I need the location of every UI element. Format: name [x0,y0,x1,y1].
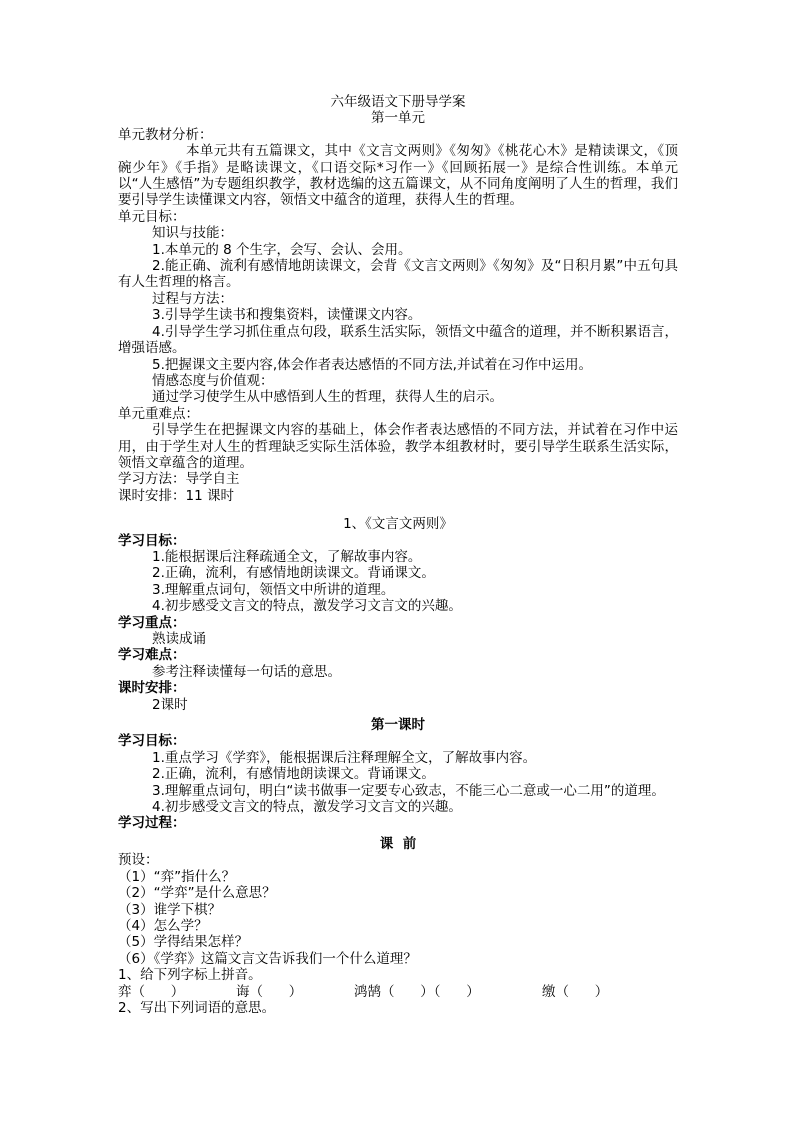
hard-body: 参考注释读懂每一句话的意思。 [152,663,341,680]
period-body: 2课时 [152,696,188,713]
preview-item: （4）怎么学？ [118,917,208,934]
p1-goal-item: 4.初步感受文言文的特点，激发学习文言文的兴趣。 [152,799,462,816]
hard-heading: 学习难点： [118,647,186,664]
study-goal-item: 4.初步感受文言文的特点，激发学习文言文的兴趣。 [152,598,462,615]
unit-title: 第一单元 [371,110,425,127]
emotion-item: 通过学习使学生从中感悟到人生的哲理，获得人生的启示。 [152,389,503,406]
study-goal-item: 3.理解重点词句，领悟文中所讲的道理。 [152,581,395,598]
pinyin-item: 鸿鹄（ ）（ ） [354,983,480,1000]
analysis-heading: 单元教材分析： [118,126,213,143]
pinyin-item: 诲（ ） [236,983,303,1000]
unit-goal-heading: 单元目标： [118,208,186,225]
study-goal-heading: 学习目标： [118,532,186,549]
preview-item: （1）“弈”指什么？ [118,868,236,885]
p1-goal-item: 3.理解重点词句，明白“读书做事一定要专心致志，不能三心二意或一心二用”的道理。 [152,782,665,799]
lesson-title: 1、《文言文两则》 [343,516,453,533]
knowledge-heading: 知识与技能： [152,225,233,242]
document-page [118,94,678,1016]
study-goal-item: 1.能根据课后注释疏通全文，了解故事内容。 [152,548,422,565]
preview-item: （6）《学弈》这篇文言文告诉我们一个什么道理？ [118,950,417,967]
pinyin-item: 弈（ ） [118,983,185,1000]
study-goal-item: 2.正确，流利，有感情地朗读课文。背诵课文。 [152,565,435,582]
goal-item: 2.能正确、流利有感情地朗读课文，会背《文言文两则》《匆匆》及“日积月累”中五句具有人生哲理的格言。 [118,258,678,291]
preview-item: （3）谁学下棋？ [118,901,222,918]
period-heading: 课时安排： [118,680,186,697]
emotion-heading: 情感态度与价值观： [152,372,274,389]
p1-goal-heading: 学习目标： [118,733,186,750]
preview-label: 预设： [118,852,159,869]
difficulty-body: 引导学生在把握课文内容的基础上，体会作者表达感悟的不同方法，并试着在习作中运用，由于学生对人生的哲理缺乏实际生活体验，教学本组教材时，要引导学生联系生活实际，领悟文章蕴含的道理。 [118,422,678,471]
pinyin-item: 缴（ ） [542,983,609,1000]
process-item: 4.引导学生学习抓住重点句段，联系生活实际，领悟文中蕴含的道理，并不断积累语言，增强语感。 [118,323,678,357]
pinyin-row [118,984,678,1000]
p1-goal-item: 2.正确，流利，有感情地朗读课文。背诵课文。 [152,766,435,783]
first-period-title: 第一课时 [371,717,425,734]
hours-line: 课时安排：11 课时 [118,487,234,504]
task-1: 1、给下列字标上拼音。 [118,967,262,984]
process-item: 3.引导学生读书和搜集资料，读懂课文内容。 [152,307,422,324]
task-2: 2、写出下列词语的意思。 [118,999,276,1016]
p1-goal-item: 1.重点学习《学弈》，能根据课后注释理解全文，了解故事内容。 [152,749,537,766]
before-class-title: 课 前 [379,835,417,852]
preview-item: （5）学得结果怎样？ [118,934,249,951]
process-heading-2: 学习过程： [118,815,186,832]
analysis-body: 本单元共有五篇课文，其中《文言文两则》《匆匆》《桃花心木》是精读课文，《顶碗少年》《手指》是略读课文，《口语交际*习作一》《回顾拓展一》是综合性训练。本单元以“人生感悟”为专题组织教学，教材选编的这五篇课文，从不同角度阐明了人生的哲理，我们要引导学生读懂课文内容，领悟文中蕴含的道理，获得人生的哲理。 [118,143,678,209]
document-title: 六年级语文下册导学案 [330,94,466,110]
key-heading: 学习重点： [118,614,186,631]
goal-item: 1.本单元的 8 个生字，会写、会认、会用。 [152,241,412,258]
difficulty-heading: 单元重难点： [118,405,199,422]
method-line: 学习方法：导学自主 [118,471,240,488]
key-body: 熟读成诵 [152,631,206,647]
process-heading: 过程与方法： [152,290,233,307]
process-item: 5.把握课文主要内容,体会作者表达感悟的不同方法,并试着在习作中运用。 [152,356,592,373]
preview-item: （2）“学弈”是什么意思？ [118,885,276,902]
